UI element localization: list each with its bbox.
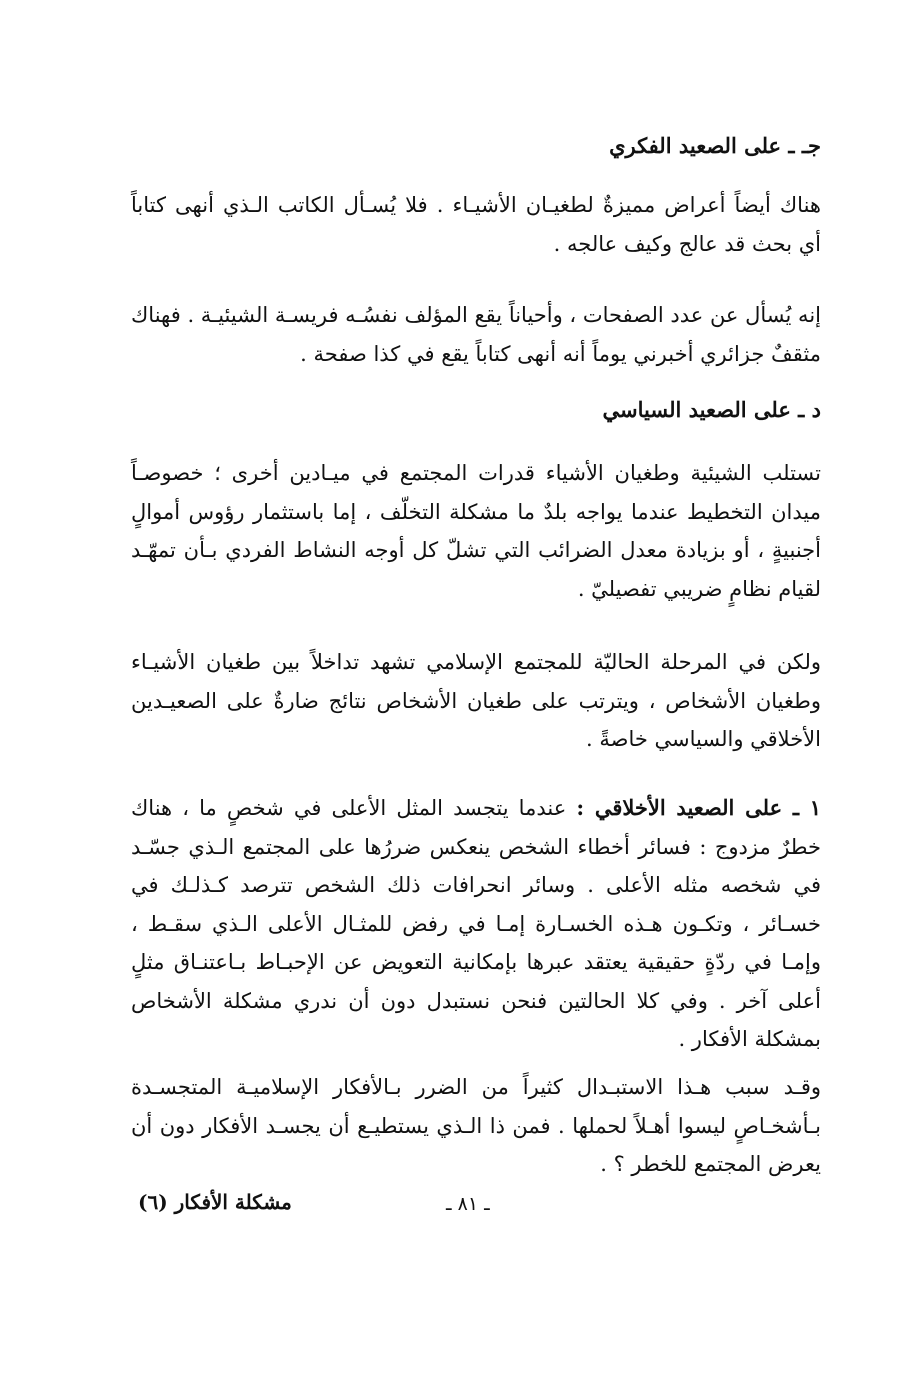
paragraph-intellectual-2: إنه يُسأل عن عدد الصفحات ، وأحياناً يقع المؤلف نفسُـه فريسـة الشيئيـة . فهناك مثقفٌ جزائري أخبرني يوماً أنه أنهى كتاباً يقع في كذا صفحة .: [131, 303, 821, 366]
paragraph-political-2: ولكن في المرحلة الحاليّة للمجتمع الإسلامي تشهد تداخلاً بين طغيان الأشيـاء وطغيان الأشخاص ، ويترتب على طغيان الأشخاص نتائج ضارةٌ على الصعيـدين الأخلاقي والسياسي خاصةً .: [131, 650, 821, 751]
paragraph-moral-1: [131, 789, 821, 1059]
section-heading-intellectual: جـ ـ على الصعيد الفكري: [609, 133, 821, 158]
footer-book-title: مشكلة الأفكار (٦): [138, 1190, 292, 1214]
paragraph-moral-1-text: عندما يتجسد المثل الأعلى في شخصٍ ما ، هناك خطرٌ مزدوج : فسائر أخطاء الشخص ينعكس ضررُها على المجتمع الـذي جسّـد في شخصه مثله الأعلى . وسائر انحرافات ذلك الشخص تترصد كـذلـك في خسـائر ، وتكـون هـذه الخسـارة إمـا في رفض للمثـال الأعلى الـذي سقـط ، وإمـا في ردّةٍ حقيقية يعتقد عبرها بإمكانية التعويض عن الإحبـاط بـاعتنـاق مثلٍ أعلى آخر . وفي كلا الحالتين فنحن نستبدل دون أن ندري مشكلة الأشخاص بمشكلة الأفكار .: [131, 796, 821, 1051]
paragraph-moral-2: وقـد سبب هـذا الاستبـدال كثيراً من الضرر بـالأفكار الإسلاميـة المتجسـدة بـأشخـاصٍ ليسوا أهـلاً لحملها . فمن ذا الـذي يستطيـع أن يجسـد الأفكار دون أن يعرض المجتمع للخطر ؟ .: [131, 1075, 821, 1176]
footer-page-number: ـ ٨١ ـ: [446, 1193, 490, 1215]
moral-subheading: ١ ـ على الصعيد الأخلاقي :: [576, 795, 822, 820]
section-heading-political: د ـ على الصعيد السياسي: [602, 397, 821, 422]
paragraph-intellectual-1: هناك أيضاً أعراض مميزةٌ لطغيـان الأشيـاء . فلا يُسـأل الكاتب الـذي أنهى كتاباً أي بحث قد عالج وكيف عالجه .: [131, 193, 821, 256]
paragraph-political-1: تستلب الشيئية وطغيان الأشياء قدرات المجتمع في ميـادين أخرى ؛ خصوصـاً ميدان التخطيط عندما يواجه بلدٌ ما مشكلة التخلّف ، إما باستثمار رؤوس أموالٍ أجنبيةٍ ، أو بزيادة معدل الضرائب التي تشلّ كل أوجه النشاط الفردي بـأن تمهّـد لقيام نظامٍ ضريبي تفصيليّ .: [131, 461, 821, 601]
